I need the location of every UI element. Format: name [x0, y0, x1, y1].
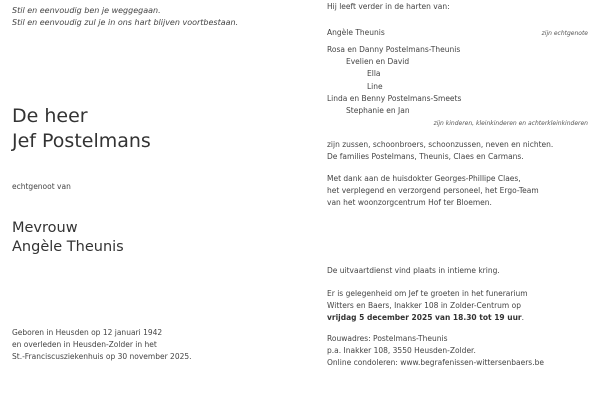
family-line: Ella	[367, 69, 381, 79]
family-note-line	[327, 117, 592, 129]
spouse-row	[327, 27, 592, 39]
thanks-line: het verplegend en verzorgend personeel, het Ergo-Team	[327, 186, 539, 196]
visitation-line	[327, 312, 528, 324]
deceased-title: De heer	[12, 105, 88, 127]
deceased-heading	[12, 104, 151, 154]
visitation-info	[327, 288, 528, 325]
relatives-line: zijn zussen, schoonbroers, schoonzussen, neven en nichten.	[327, 140, 554, 149]
thanks	[327, 173, 539, 210]
mourners-intro: Hij leeft verder in de harten van:	[327, 2, 450, 11]
address-line: p.a. Inakker 108, 3550 Heusden-Zolder.	[327, 346, 476, 356]
visitation-line: Er is gelegenheid om Jef te groeten in het funerarium	[327, 289, 528, 298]
birth-line: St.-Franciscusziekenhuis op 30 november 2025.	[12, 352, 192, 361]
birth-line: en overleden in Heusden-Zolder in het	[12, 340, 157, 349]
visitation-line: Witters en Baers, Inakker 108 in Zolder-Centrum op	[327, 301, 521, 311]
birth-death-info	[12, 327, 192, 363]
birth-line: Geboren in Heusden op 12 januari 1942	[12, 328, 163, 337]
visitation-date: vrijdag 5 december 2025 van 18.30 tot 19 uur	[327, 313, 522, 323]
deceased-name: Jef Postelmans	[12, 130, 151, 152]
family-list	[327, 44, 592, 129]
family-line: Line	[367, 81, 383, 91]
address-line: Rouwadres: Postelmans-Theunis	[327, 334, 448, 343]
family-line: Evelien en David	[346, 57, 410, 67]
visitation-date-end: .	[521, 313, 525, 323]
spouse-row-name: Angèle Theunis	[327, 28, 385, 37]
poem-line: Stil en eenvoudig ben je weggegaan.	[12, 6, 161, 15]
family-line: Linda en Benny Postelmans-Smeets	[327, 93, 462, 103]
address-info	[327, 333, 544, 370]
funeral-notice: De uitvaartdienst vind plaats in intieme kring.	[327, 266, 500, 275]
relatives-line: De families Postelmans, Theunis, Claes en Carmans.	[327, 152, 524, 162]
spouse-row-note: zijn echtgenote	[541, 30, 588, 37]
thanks-line: Met dank aan de huisdokter Georges-Phillipe Claes,	[327, 174, 521, 183]
family-line: Stephanie en Jan	[346, 105, 410, 115]
poem	[12, 5, 238, 28]
poem-line: Stil en eenvoudig zul je in ons hart blijven voortbestaan.	[12, 17, 239, 27]
spouse-title: Mevrouw	[12, 220, 78, 236]
family-note: zijn kinderen, kleinkinderen en achterkleinkinderen	[433, 120, 588, 128]
spouse-name: Angèle Theunis	[12, 239, 124, 255]
family-line: Rosa en Danny Postelmans-Theunis	[327, 45, 461, 54]
thanks-line: van het woonzorgcentrum Hof ter Bloemen.	[327, 198, 492, 208]
condolence-link[interactable]: Online condoleren: www.begrafenissen-wittersenbaers.be	[327, 358, 544, 368]
spouse-label: echtgenoot van	[12, 182, 71, 191]
spouse-heading	[12, 219, 124, 257]
relatives	[327, 139, 553, 163]
